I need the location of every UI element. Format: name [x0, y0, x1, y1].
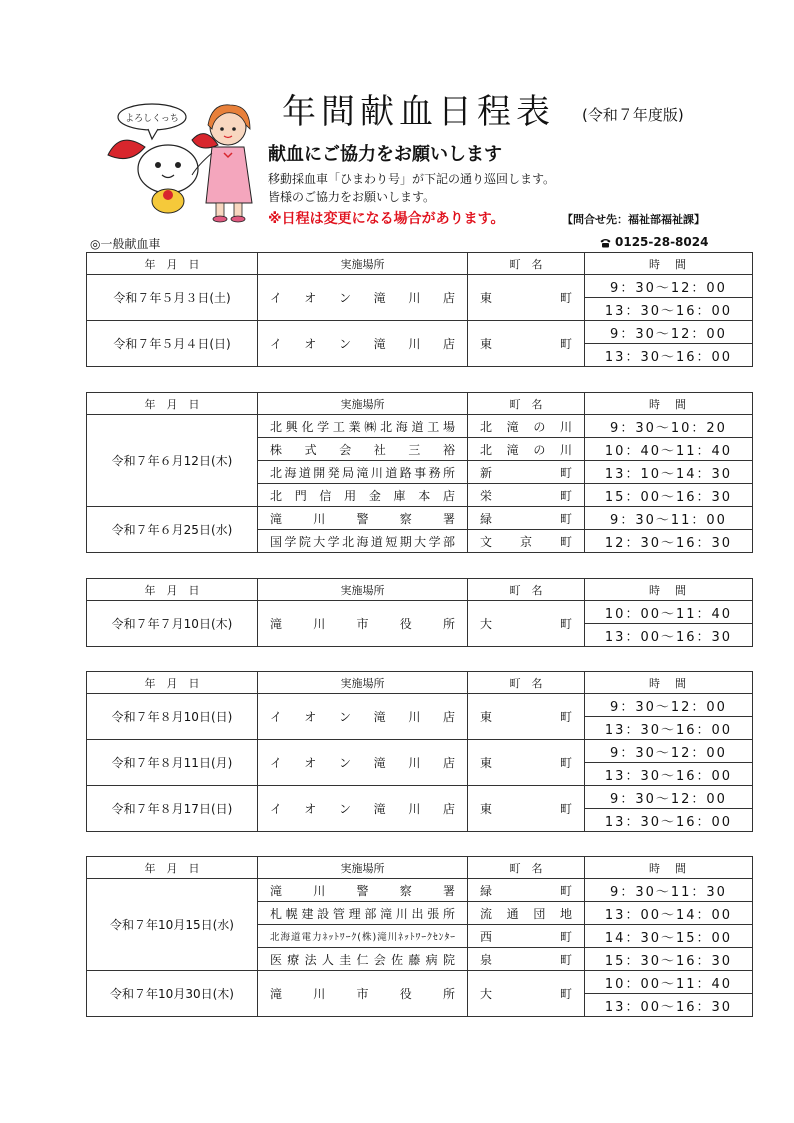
table-header-row [87, 393, 753, 415]
town-text: 大町 [480, 987, 572, 1001]
town-cell [468, 415, 585, 438]
time-cell: 10：00～11：40 [585, 601, 753, 624]
intro-line-2: 皆様のご協力をお願いします。 [268, 190, 436, 204]
place-text: 国学院大学北海道短期大学部 [270, 534, 455, 549]
time-cell: 9：30～10：20 [585, 415, 753, 438]
time-cell: 13：00～14：00 [585, 902, 753, 925]
mascot-illustration [100, 95, 260, 225]
time-cell: 15：30～16：30 [585, 948, 753, 971]
town-text: 新町 [480, 465, 572, 480]
time-cell: 9：30～12：00 [585, 694, 753, 717]
header-place: 実施場所 [258, 857, 468, 879]
header-place: 実施場所 [258, 393, 468, 415]
schedule-block [86, 392, 733, 553]
town-cell [468, 786, 585, 832]
header-town: 町 名 [468, 393, 585, 415]
town-text: 北滝の川 [480, 442, 572, 457]
town-text: 大町 [480, 617, 572, 631]
time-cell: 9：30～12：00 [585, 740, 753, 763]
town-cell [468, 902, 585, 925]
time-cell: 13：00～16：30 [585, 624, 753, 647]
table-row [87, 971, 753, 994]
table-header-row [87, 253, 753, 275]
town-text: 東町 [480, 756, 572, 770]
place-text: 北興化学工業㈱北海道工場 [270, 419, 455, 434]
town-cell [468, 740, 585, 786]
time-cell: 10：00～11：40 [585, 971, 753, 994]
place-text: 株式会社三裕 [270, 442, 455, 457]
time-cell: 9：30～12：00 [585, 275, 753, 298]
time-cell: 9：30～12：00 [585, 321, 753, 344]
town-cell [468, 971, 585, 1017]
time-cell: 13：10～14：30 [585, 461, 753, 484]
town-cell [468, 879, 585, 902]
town-text: 東町 [480, 802, 572, 816]
table-row [87, 321, 753, 344]
town-cell [468, 438, 585, 461]
header-date: 年 月 日 [87, 857, 258, 879]
schedule-warning: ※日程は変更になる場合があります。 [268, 211, 505, 227]
town-text: 緑町 [480, 511, 572, 526]
header-town: 町 名 [468, 857, 585, 879]
header-place: 実施場所 [258, 579, 468, 601]
contact-label: 【問合せ先：福祉部福祉課】 [562, 213, 705, 226]
header-time: 時 間 [585, 393, 753, 415]
town-cell [468, 275, 585, 321]
header-date: 年 月 日 [87, 579, 258, 601]
phone-number-text: 0125-28-8024 [615, 235, 709, 249]
schedule-table [86, 578, 753, 647]
town-cell [468, 484, 585, 507]
header-time: 時 間 [585, 672, 753, 694]
place-text: 滝川市役所 [270, 987, 455, 1001]
place-cell [258, 461, 468, 484]
town-text: 西町 [480, 929, 572, 944]
town-text: 栄町 [480, 488, 572, 503]
phone-icon [600, 238, 611, 248]
town-cell [468, 321, 585, 367]
schedule-block [86, 671, 733, 832]
date-cell: 令和７年６月12日(木) [87, 415, 258, 507]
town-text: 泉町 [480, 952, 572, 967]
place-cell [258, 879, 468, 902]
place-text: イオン滝川店 [270, 756, 455, 770]
date-cell: 令和７年５月４日(日) [87, 321, 258, 367]
place-cell [258, 740, 468, 786]
date-cell: 令和７年10月30日(木) [87, 971, 258, 1017]
place-text: イオン滝川店 [270, 710, 455, 724]
table-row [87, 275, 753, 298]
place-text: 滝川市役所 [270, 617, 455, 631]
place-cell [258, 925, 468, 948]
table-header-row [87, 672, 753, 694]
schedule-table [86, 252, 753, 367]
time-cell: 13：30～16：00 [585, 717, 753, 740]
time-cell: 9：30～12：00 [585, 786, 753, 809]
time-cell: 10：40～11：40 [585, 438, 753, 461]
schedule-table [86, 856, 753, 1017]
table-row [87, 879, 753, 902]
mascot-left-drop [108, 140, 145, 158]
town-text: 東町 [480, 337, 572, 351]
place-text: 医療法人圭仁会佐藤病院 [270, 952, 455, 967]
town-cell [468, 694, 585, 740]
table-row [87, 694, 753, 717]
header-town: 町 名 [468, 672, 585, 694]
town-cell [468, 530, 585, 553]
subtitle: 献血にご協力をお願いします [268, 144, 502, 165]
place-cell [258, 484, 468, 507]
schedule-table [86, 392, 753, 553]
place-text: 北海道開発局滝川道路事務所 [270, 465, 455, 480]
place-cell [258, 275, 468, 321]
date-cell: 令和７年７月10日(木) [87, 601, 258, 647]
time-cell: 14：30～15：00 [585, 925, 753, 948]
date-cell: 令和７年10月15日(水) [87, 879, 258, 971]
place-text: 北海道電力ﾈｯﾄﾜｰｸ(株)滝川ﾈｯﾄﾜｰｸｾﾝﾀｰ [270, 932, 455, 943]
page-title: 年間献血日程表 [282, 92, 555, 132]
header-town: 町 名 [468, 579, 585, 601]
date-cell: 令和７年６月25日(水) [87, 507, 258, 553]
table-row [87, 507, 753, 530]
header-time: 時 間 [585, 579, 753, 601]
time-cell: 13：30～16：00 [585, 809, 753, 832]
date-cell: 令和７年８月11日(月) [87, 740, 258, 786]
town-text: 流通団地 [480, 906, 572, 921]
place-text: イオン滝川店 [270, 291, 455, 305]
place-cell [258, 786, 468, 832]
town-cell [468, 601, 585, 647]
town-text: 緑町 [480, 883, 572, 898]
place-cell [258, 601, 468, 647]
place-text: 滝川警察署 [270, 883, 455, 898]
date-cell: 令和７年８月17日(日) [87, 786, 258, 832]
time-cell: 9：30～11：30 [585, 879, 753, 902]
place-cell [258, 971, 468, 1017]
time-cell: 13：30～16：00 [585, 298, 753, 321]
schedule-block [86, 252, 733, 367]
town-cell [468, 507, 585, 530]
header-time: 時 間 [585, 253, 753, 275]
header-town: 町 名 [468, 253, 585, 275]
mascot-speech: よろしくっち [125, 114, 179, 124]
schedule-table [86, 671, 753, 832]
time-cell: 12：30～16：30 [585, 530, 753, 553]
time-cell: 13：30～16：00 [585, 344, 753, 367]
time-cell: 9：30～11：00 [585, 507, 753, 530]
organizer-label: ◎一般献血車 [90, 237, 161, 251]
phone-number [600, 235, 708, 249]
date-cell: 令和７年５月３日(土) [87, 275, 258, 321]
table-row [87, 786, 753, 809]
table-row [87, 601, 753, 624]
header-date: 年 月 日 [87, 393, 258, 415]
place-cell [258, 530, 468, 553]
place-cell [258, 415, 468, 438]
town-cell [468, 461, 585, 484]
place-text: イオン滝川店 [270, 802, 455, 816]
edition-label: (令和７年度版) [582, 106, 684, 124]
table-row [87, 740, 753, 763]
place-text: 北門信用金庫本店 [270, 488, 455, 503]
header-date: 年 月 日 [87, 672, 258, 694]
time-cell: 13：30～16：00 [585, 763, 753, 786]
header-time: 時 間 [585, 857, 753, 879]
schedule-block [86, 856, 733, 1017]
table-header-row [87, 579, 753, 601]
town-cell [468, 925, 585, 948]
header-date: 年 月 日 [87, 253, 258, 275]
town-cell [468, 948, 585, 971]
time-cell: 13：00～16：30 [585, 994, 753, 1017]
place-cell [258, 902, 468, 925]
header-place: 実施場所 [258, 253, 468, 275]
schedule-block [86, 578, 733, 647]
place-cell [258, 694, 468, 740]
place-cell [258, 438, 468, 461]
header-place: 実施場所 [258, 672, 468, 694]
place-text: 札幌建設管理部滝川出張所 [270, 906, 455, 921]
place-text: 滝川警察署 [270, 511, 455, 526]
town-text: 東町 [480, 710, 572, 724]
intro-line-1: 移動採血車「ひまわり号」が下記の通り巡回します。 [268, 172, 556, 186]
place-cell [258, 321, 468, 367]
table-header-row [87, 857, 753, 879]
town-text: 東町 [480, 291, 572, 305]
table-row [87, 415, 753, 438]
place-cell [258, 507, 468, 530]
time-cell: 15：00～16：30 [585, 484, 753, 507]
town-text: 文京町 [480, 534, 572, 549]
place-text: イオン滝川店 [270, 337, 455, 351]
place-cell [258, 948, 468, 971]
date-cell: 令和７年８月10日(日) [87, 694, 258, 740]
town-text: 北滝の川 [480, 419, 572, 434]
